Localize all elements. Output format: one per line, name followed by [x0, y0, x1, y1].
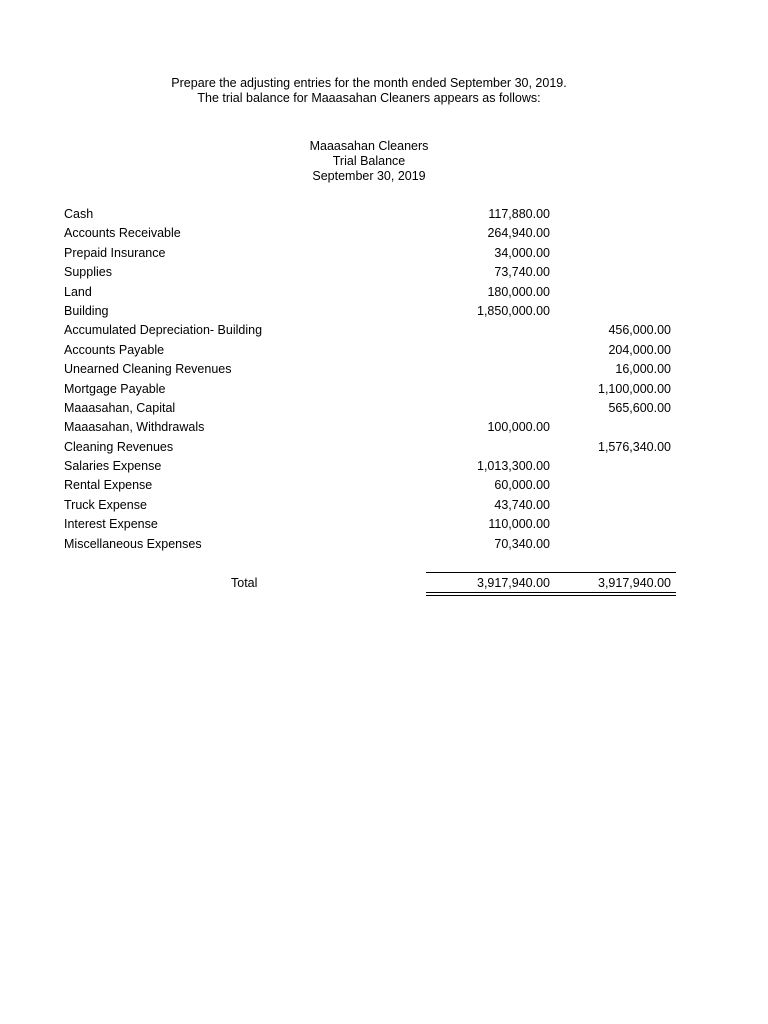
credit-amount: 16,000.00 [615, 362, 671, 377]
credit-amount: 1,576,340.00 [598, 439, 671, 454]
total-credit: 3,917,940.00 [598, 576, 671, 590]
intro-line-2: The trial balance for Maaasahan Cleaners appears as follows: [197, 91, 541, 105]
table-row [64, 321, 676, 340]
table-row [64, 476, 676, 495]
table-row [64, 205, 676, 224]
debit-amount: 100,000.00 [487, 420, 550, 435]
account-name: Prepaid Insurance [64, 245, 166, 260]
account-name: Interest Expense [64, 517, 158, 532]
credit-amount: 456,000.00 [608, 323, 671, 338]
debit-amount: 70,340.00 [494, 536, 550, 551]
account-name: Cash [64, 207, 94, 221]
total-top-rule [426, 572, 676, 573]
account-name: Mortgage Payable [64, 381, 166, 396]
table-row [64, 224, 676, 243]
table-row [64, 360, 676, 379]
report-title: Trial Balance [332, 154, 406, 168]
account-name: Accounts Receivable [64, 226, 181, 241]
table-row [64, 457, 676, 476]
account-name: Building [64, 303, 109, 318]
table-row [64, 418, 676, 437]
account-name: Maaasahan, Capital [64, 400, 176, 415]
report-heading [0, 139, 738, 184]
table-row [64, 496, 676, 515]
total-label: Total [231, 576, 258, 590]
table-row [64, 515, 676, 534]
debit-amount: 117,880.00 [488, 207, 550, 221]
intro-line-1: Prepare the adjusting entries for the month ended September 30, 2019. [171, 76, 567, 90]
account-name: Miscellaneous Expenses [64, 536, 202, 551]
account-name: Rental Expense [64, 478, 153, 493]
table-row [64, 438, 676, 457]
debit-amount: 43,740.00 [494, 497, 550, 512]
table-row [64, 399, 676, 418]
account-name: Accumulated Depreciation- Building [64, 323, 263, 338]
debit-amount: 180,000.00 [487, 284, 550, 299]
account-name: Unearned Cleaning Revenues [64, 362, 232, 377]
table-row [64, 535, 676, 554]
account-name: Salaries Expense [64, 459, 162, 474]
table-row [64, 283, 676, 302]
debit-amount: 1,013,300.00 [477, 459, 550, 474]
debit-amount: 34,000.00 [494, 245, 550, 260]
table-row [64, 302, 676, 321]
debit-amount: 110,000.00 [488, 517, 550, 532]
company-name: Maaasahan Cleaners [309, 139, 429, 153]
credit-amount: 204,000.00 [608, 342, 671, 357]
account-name: Supplies [64, 265, 112, 280]
table-row [64, 244, 676, 263]
account-name: Accounts Payable [64, 342, 165, 357]
report-date: September 30, 2019 [312, 169, 426, 183]
credit-amount: 1,100,000.00 [598, 381, 671, 396]
total-double-underline [426, 592, 676, 596]
account-name: Cleaning Revenues [64, 439, 174, 454]
debit-amount: 73,740.00 [494, 265, 550, 280]
table-row [64, 341, 676, 360]
table-row [64, 263, 676, 282]
debit-amount: 1,850,000.00 [477, 303, 550, 318]
total-debit: 3,917,940.00 [477, 576, 550, 590]
total-row [64, 572, 676, 596]
trial-balance-table [64, 205, 676, 554]
account-name: Truck Expense [64, 497, 147, 512]
account-name: Maaasahan, Withdrawals [64, 420, 205, 435]
intro-text [0, 76, 738, 106]
table-row [64, 380, 676, 399]
credit-amount: 565,600.00 [608, 400, 671, 415]
account-name: Land [64, 284, 92, 299]
debit-amount: 264,940.00 [487, 226, 550, 241]
debit-amount: 60,000.00 [494, 478, 550, 493]
